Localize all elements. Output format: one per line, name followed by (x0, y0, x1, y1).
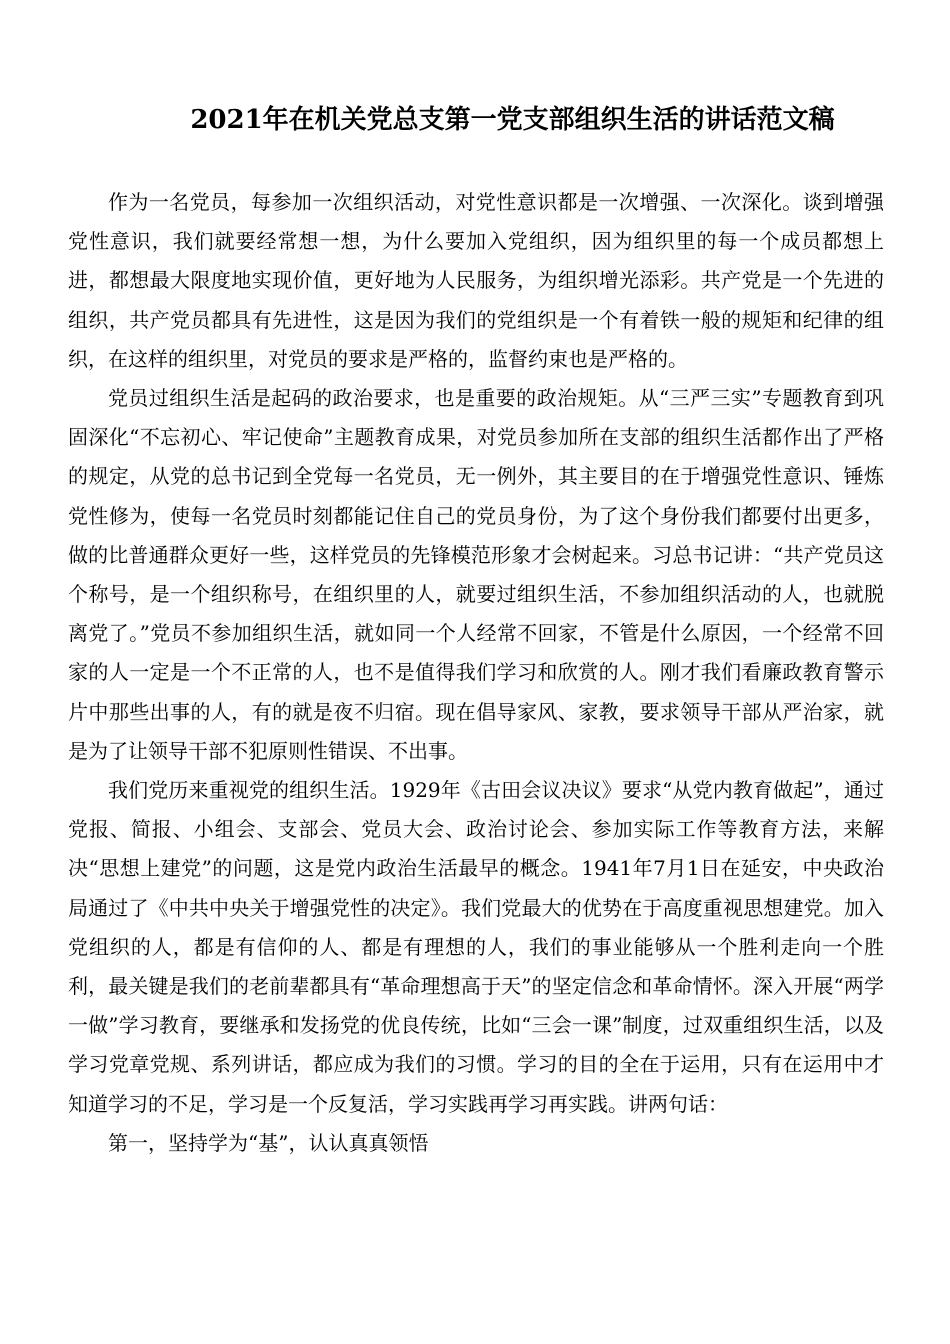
paragraph-4-heading: 第一，坚持学为“基”，认认真真领悟 (108, 1130, 429, 1155)
paragraph-3: 我们党历来重视党的组织生活。1929年《古田会议决议》要求“从党内教育做起”，通过党报、简报、小组会、支部会、党员大会、政治讨论会、参加实际工作等教育方法，来解决“思想上建党”的问题，这是党内政治生活最早的概念。1941年7月1日在延安，中央政治局通过了《中共中央关于增强党性的决定》。我们党最大的优势在于高度重视思想建党。加入党组织的人，都是有信仰的人、都是有理想的人，我们的事业能够从一个胜利走向一个胜利，最关键是我们的老前辈都具有“革命理想高于天”的坚定信念和革命情怀。深入开展“两学一做”学习教育，要继承和发扬党的优良传统，比如“三会一课”制度，过双重组织生活，以及学习党章党规、系列讲话，都应成为我们的习惯。学习的目的全在于运用，只有在运用中才知道学习的不足，学习是一个反复活，学习实践再学习再实践。讲两句话： (68, 778, 884, 1116)
paragraph-2: 党员过组织生活是起码的政治要求，也是重要的政治规矩。从“三严三实”专题教育到巩固深化“不忘初心、牢记使命”主题教育成果，对党员参加所在支部的组织生活都作出了严格的规定，从党的总书记到全党每一名党员，无一例外，其主要目的在于增强党性意识、锤炼党性修为，使每一名党员时刻都能记住自己的党员身份，为了这个身份我们都要付出更多，做的比普通群众更好一些，这样党员的先锋模范形象才会树起来。习总书记讲：“共产党员这个称号，是一个组织称号，在组织里的人，就要过组织生活，不参加组织活动的人，也就脱离党了。”党员不参加组织生活，就如同一个人经常不回家，不管是什么原因，一个经常不回家的人一定是一个不正常的人，也不是值得我们学习和欣赏的人。刚才我们看廉政教育警示片中那些出事的人，有的就是夜不归宿。现在倡导家风、家教，要求领导干部从严治家，就是为了让领导干部不犯原则性错误、不出事。 (68, 386, 884, 763)
document-title: 2021年在机关党总支第一党支部组织生活的讲话范文稿 (190, 105, 835, 135)
paragraph-1: 作为一名党员，每参加一次组织活动，对党性意识都是一次增强、一次深化。谈到增强党性意识，我们就要经常想一想，为什么要加入党组织，因为组织里的每一个成员都想上进，都想最大限度地实现价值，更好地为人民服务，为组织增光添彩。共产党是一个先进的组织，共产党员都具有先进性，这是因为我们的党组织是一个有着铁一般的规矩和纪律的组织，在这样的组织里，对党员的要求是严格的，监督约束也是严格的。 (68, 190, 884, 371)
document-body (68, 183, 884, 1163)
